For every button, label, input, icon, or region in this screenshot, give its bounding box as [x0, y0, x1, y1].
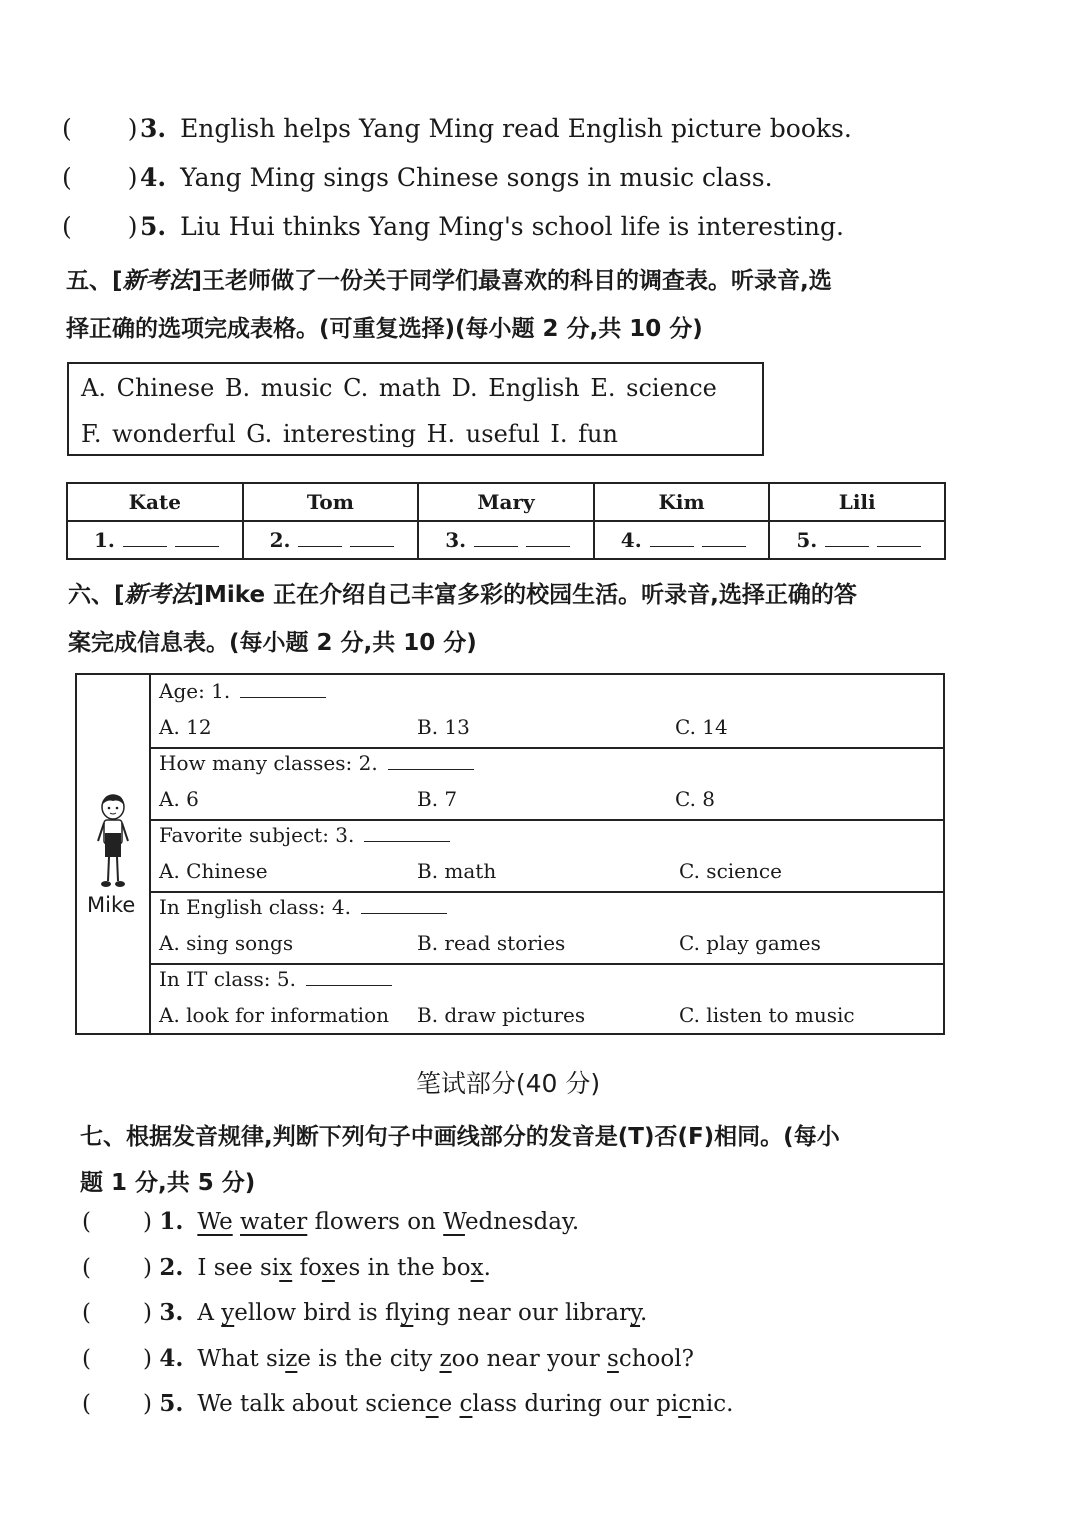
section7-instruction-line1: 七、根据发音规律,判断下列句子中画线部分的发音是(T)否(F)相同。(每小	[80, 1124, 840, 1150]
section6-instruction-line2: 案完成信息表。(每小题 2 分,共 10 分)	[68, 630, 477, 656]
options-row-2: F. wonderful G. interesting H. useful I. fun	[81, 420, 618, 448]
option-a: A. Chinese	[159, 859, 268, 883]
info-row-english-class	[149, 891, 945, 965]
answer-cell-2[interactable]: 2.	[243, 521, 419, 559]
option-a: A. look for information	[159, 1003, 389, 1027]
question-3: Favorite subject: 3.	[159, 823, 355, 847]
mike-info-table	[75, 673, 945, 1035]
header-tom: Tom	[243, 483, 419, 521]
answer-cell-4[interactable]: 4.	[594, 521, 770, 559]
options-box	[67, 362, 764, 456]
written-section-title: 笔试部分(40 分)	[415, 1069, 601, 1098]
statement-5: ( ) 5. Liu Hui thinks Yang Ming's school life is interesting.	[62, 212, 844, 241]
statement-3: ( ) 3. English helps Yang Ming read English picture books.	[62, 114, 852, 143]
info-row-age	[149, 675, 945, 749]
info-row-classes	[149, 747, 945, 821]
mike-column	[77, 675, 151, 1033]
pronunciation-item-5: ( ) 5. We talk about science class during our picnic.	[82, 1390, 734, 1417]
header-mary: Mary	[418, 483, 594, 521]
statement-4: ( ) 4. Yang Ming sings Chinese songs in music class.	[62, 163, 773, 192]
option-b: B. 7	[417, 787, 458, 811]
question-2: How many classes: 2.	[159, 751, 378, 775]
option-b: B. draw pictures	[417, 1003, 586, 1027]
option-a: A. 12	[159, 715, 212, 739]
options-row-1: A. Chinese B. music C. math D. English E. science	[81, 374, 717, 402]
section6-instruction-line1: 六、[新考法]Mike 正在介绍自己丰富多彩的校园生活。听录音,选择正确的答	[68, 581, 857, 608]
section5-instruction-line2: 择正确的选项完成表格。(可重复选择)(每小题 2 分,共 10 分)	[66, 316, 703, 342]
survey-table	[66, 482, 946, 560]
pronunciation-item-3: ( ) 3. A yellow bird is flying near our library.	[82, 1299, 648, 1326]
boy-illustration-icon	[95, 793, 131, 891]
option-b: B. 13	[417, 715, 470, 739]
answer-cell-5[interactable]: 5.	[769, 521, 945, 559]
option-c: C. listen to music	[679, 1003, 855, 1027]
answer-blank-3[interactable]	[364, 827, 450, 842]
answer-blank-2[interactable]	[388, 755, 474, 770]
option-a: A. sing songs	[159, 931, 294, 955]
header-lili: Lili	[769, 483, 945, 521]
answer-blank-4[interactable]	[361, 899, 447, 914]
option-b: B. math	[417, 859, 497, 883]
option-c: C. science	[679, 859, 782, 883]
info-row-subject	[149, 819, 945, 893]
question-5: In IT class: 5.	[159, 967, 296, 991]
question-4: In English class: 4.	[159, 895, 351, 919]
pronunciation-item-2: ( ) 2. I see six foxes in the box.	[82, 1254, 491, 1281]
header-kim: Kim	[594, 483, 770, 521]
person-name: Mike	[87, 893, 136, 917]
option-c: C. play games	[679, 931, 821, 955]
pronunciation-item-1: ( ) 1. We water flowers on Wednesday.	[82, 1208, 580, 1235]
answer-cell-3[interactable]: 3.	[418, 521, 594, 559]
option-b: B. read stories	[417, 931, 566, 955]
option-c: C. 14	[675, 715, 728, 739]
option-a: A. 6	[159, 787, 199, 811]
section5-instruction-line1: 五、[新考法]王老师做了一份关于同学们最喜欢的科目的调查表。听录音,选	[66, 267, 832, 294]
question-1: Age: 1.	[159, 679, 231, 703]
answer-blank-5[interactable]	[306, 971, 392, 986]
info-row-it-class	[149, 963, 945, 1035]
option-c: C. 8	[675, 787, 716, 811]
section7-instruction-line2: 题 1 分,共 5 分)	[80, 1170, 256, 1196]
header-kate: Kate	[67, 483, 243, 521]
pronunciation-item-4: ( ) 4. What size is the city zoo near your school?	[82, 1345, 694, 1372]
answer-blank-1[interactable]	[240, 683, 326, 698]
answer-cell-1[interactable]: 1.	[67, 521, 243, 559]
